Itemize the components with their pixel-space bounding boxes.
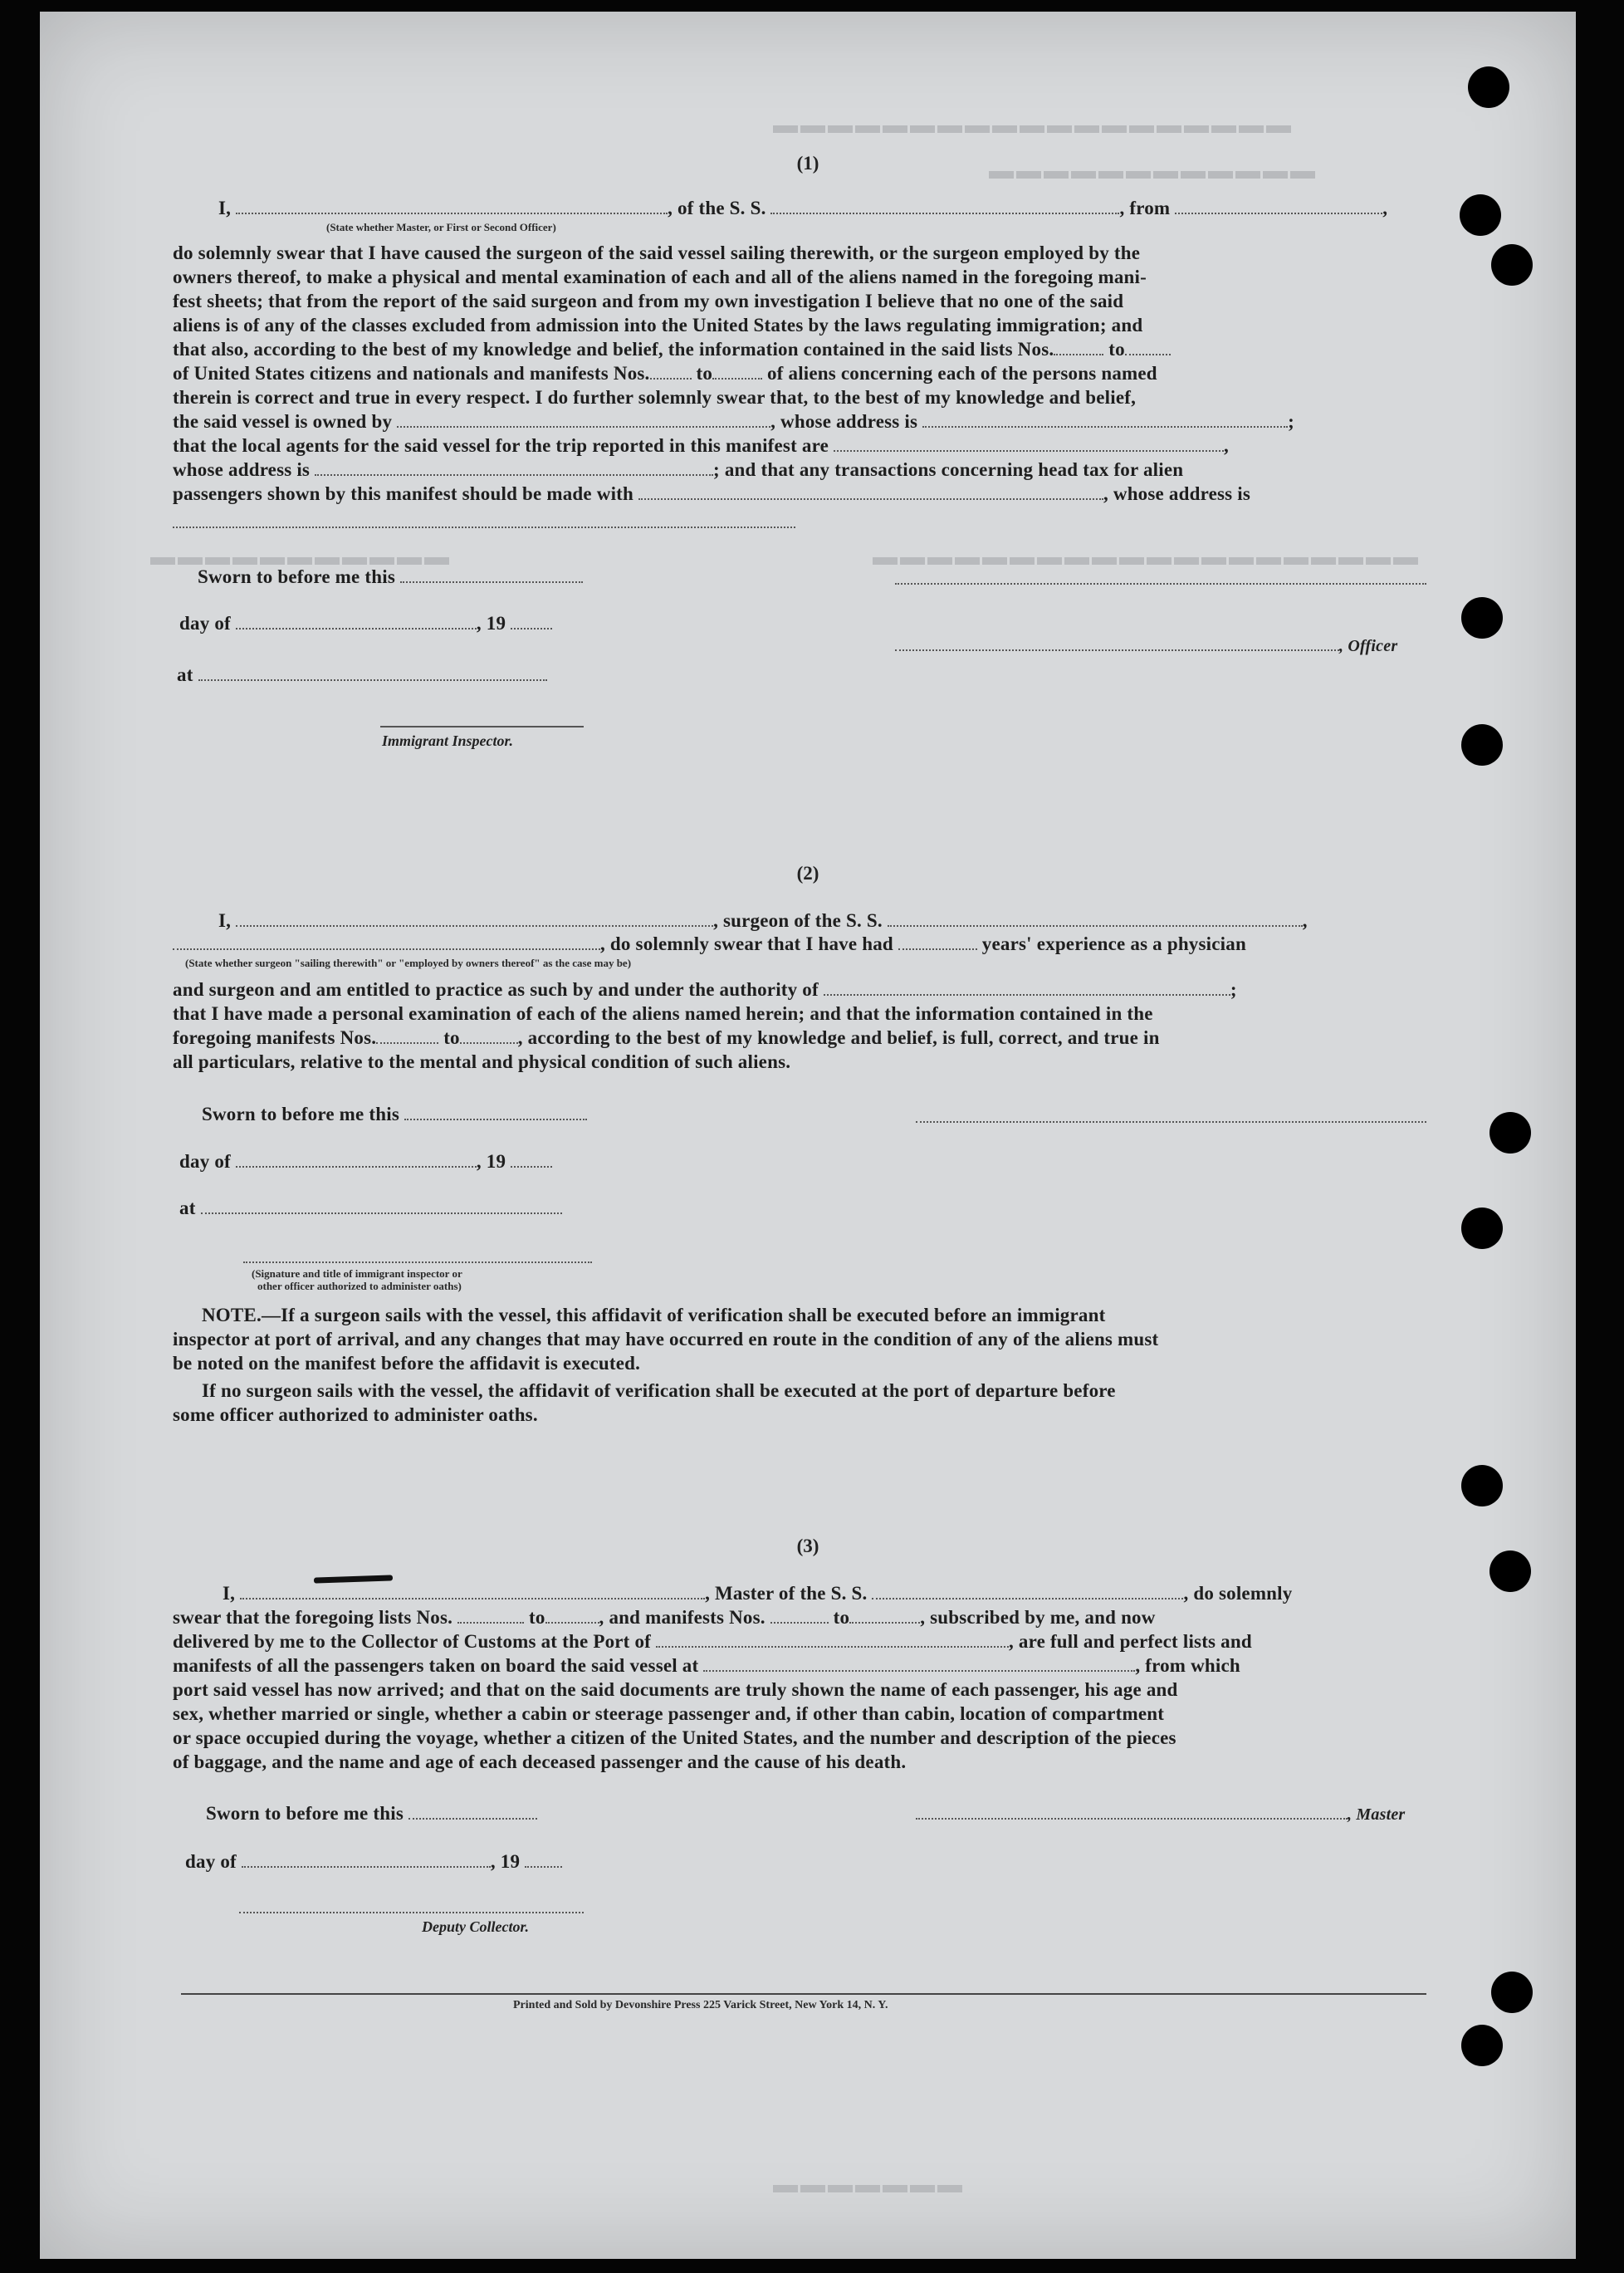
signature-line[interactable] <box>380 726 584 727</box>
text: , Master of the S. S. <box>705 1583 868 1604</box>
blank-field[interactable] <box>511 1151 552 1168</box>
blank-field[interactable] <box>638 483 1103 500</box>
text: Sworn to before me this <box>206 1803 404 1824</box>
blank-field[interactable] <box>173 933 600 950</box>
sec1-para-line: aliens is of any of the classes excluded from admission into the United States by the laws regulating immigration; and <box>173 315 1143 336</box>
text: whose address is <box>173 459 311 480</box>
sec1-dayof <box>179 613 552 634</box>
text: manifests of all the passengers taken on board the said vessel at <box>173 1655 699 1676</box>
blank-field[interactable] <box>236 910 713 927</box>
punch-hole <box>1491 1972 1533 2013</box>
sec1-para-line: fest sheets; that from the report of the said surgeon and from my own investigation I believe that no one of the said <box>173 291 1124 311</box>
section-1-number: (1) <box>796 153 819 174</box>
blank-field[interactable] <box>770 198 1119 214</box>
text: I, <box>218 198 232 218</box>
text: , subscribed by me, and now <box>920 1607 1156 1628</box>
sec2-sig-note: (Signature and title of immigrant inspector or <box>252 1267 462 1280</box>
blank-field[interactable] <box>849 1607 920 1624</box>
blank-field[interactable] <box>1054 339 1103 355</box>
sec2-line2 <box>173 933 1246 955</box>
text: , 19 <box>476 613 506 634</box>
punch-hole <box>1461 724 1503 766</box>
text: —If a surgeon sails with the vessel, this affidavit of verification shall be executed before an immigrant <box>261 1305 1106 1325</box>
sec1-at <box>177 664 547 686</box>
sec2-para-line <box>173 1027 1160 1049</box>
punch-hole <box>1460 194 1501 236</box>
sec2-note-line: some officer authorized to administer oaths. <box>173 1404 538 1425</box>
text: , from which <box>1135 1655 1240 1676</box>
blank-field[interactable] <box>834 435 1224 452</box>
blank-field[interactable] <box>240 1583 705 1599</box>
blank-field[interactable] <box>201 1198 562 1214</box>
blank-field[interactable] <box>922 411 1288 428</box>
text: I, <box>223 1583 236 1604</box>
text: at <box>179 1198 196 1218</box>
text: , do solemnly <box>1183 1583 1293 1604</box>
blank-field[interactable] <box>376 1027 438 1044</box>
text: passengers shown by this manifest should be made with <box>173 483 634 504</box>
sec2-line1: I, , surgeon of the S. S. , <box>218 910 1308 931</box>
blank-field[interactable] <box>888 910 1303 927</box>
note-heading: NOTE. <box>202 1305 262 1325</box>
text: day of <box>179 1151 231 1172</box>
sec1-para-line: therein is correct and true in every respect. I do further solemnly swear that, to the best of my knowledge and belief, <box>173 387 1137 408</box>
sec2-note-line: be noted on the manifest before the affidavit is executed. <box>173 1353 641 1374</box>
blank-field[interactable] <box>397 411 770 428</box>
sec3-para-line: of baggage, and the name and age of each deceased passenger and the cause of his death. <box>173 1751 907 1772</box>
deputy-collector-label: Deputy Collector. <box>422 1918 529 1935</box>
sec2-note-line: inspector at port of arrival, and any changes that may have occurred en route in the condition of any of the aliens must <box>173 1329 1159 1350</box>
sec3-line1 <box>223 1583 1292 1604</box>
text: swear that the foregoing lists Nos. <box>173 1607 453 1628</box>
text: , surgeon of the S. S. <box>713 910 883 931</box>
blank-field[interactable] <box>404 1104 587 1120</box>
sec1-officer-line <box>895 634 1397 656</box>
sec1-sworn <box>198 566 583 588</box>
blank-field[interactable] <box>703 1655 1135 1672</box>
text: I, <box>218 910 232 931</box>
sec3-dayof <box>185 1851 562 1873</box>
text: day of <box>179 613 231 634</box>
printer-imprint: Printed and Sold by Devonshire Press 225 Varick Street, New York 14, N. Y. <box>513 1999 888 2011</box>
officer-label: , Officer <box>1339 637 1398 655</box>
sec1-para-line <box>173 339 1171 360</box>
blank-field[interactable] <box>824 979 1230 996</box>
punch-hole <box>1461 597 1503 639</box>
text: , 19 <box>490 1851 521 1872</box>
sec1-para-line <box>173 459 1183 481</box>
signature-line[interactable] <box>243 1261 592 1263</box>
punch-hole <box>1461 1208 1503 1249</box>
text: , of the S. S. <box>668 198 766 218</box>
sec2-at <box>179 1198 562 1219</box>
sec2-note: (State whether surgeon "sailing therewith" or "employed by owners thereof" as the case may be) <box>185 957 632 969</box>
sec2-note-line: If no surgeon sails with the vessel, the affidavit of verification shall be executed at the port of departure before <box>202 1380 1116 1401</box>
document-page <box>40 12 1576 2259</box>
text: to <box>696 363 713 384</box>
blank-field[interactable] <box>898 933 977 950</box>
blank-field[interactable] <box>650 363 692 380</box>
blank-field[interactable] <box>198 664 547 681</box>
blank-field[interactable] <box>242 1851 491 1868</box>
text: to <box>443 1027 460 1048</box>
sec3-para-line: or space occupied during the voyage, whether a citizen of the United States, and the number and description of the pieces <box>173 1727 1176 1748</box>
blank-field[interactable] <box>712 363 762 380</box>
blank-field[interactable] <box>236 198 668 214</box>
blank-field[interactable] <box>1175 198 1382 214</box>
text: foregoing manifests Nos. <box>173 1027 377 1048</box>
text: , 19 <box>476 1151 506 1172</box>
blank-field[interactable] <box>408 1803 537 1820</box>
blank-field[interactable] <box>236 1151 477 1168</box>
blank-field[interactable] <box>315 459 713 476</box>
section-2-number: (2) <box>796 863 819 884</box>
text: that also, according to the best of my knowledge and belief, the information contained in the said lists Nos. <box>173 339 1054 360</box>
text: the said vessel is owned by <box>173 411 393 432</box>
bleed-through-text: ▬▬▬▬▬▬▬ <box>770 2171 962 2198</box>
text: , and manifests Nos. <box>599 1607 766 1628</box>
sec3-para-line: sex, whether married or single, whether a cabin or steerage passenger and, if other than cabin, location of compartment <box>173 1703 1165 1724</box>
text: Sworn to before me this <box>198 566 395 587</box>
text: , from <box>1119 198 1171 218</box>
blank-field[interactable] <box>656 1631 1009 1648</box>
bleed-through-text: ▬▬▬▬▬▬▬▬▬▬▬▬▬▬▬▬▬▬▬ <box>770 111 1291 139</box>
sec1-para-line: that the local agents for the said vessel for the trip reported in this manifest are , <box>173 435 1229 456</box>
text: , do solemnly swear that I have had <box>600 933 893 954</box>
bleed-through-text: ▬▬▬▬▬▬▬▬▬▬▬ <box>148 543 449 571</box>
bleed-through-text: ▬▬▬▬▬▬▬▬▬▬▬▬ <box>986 157 1315 184</box>
blank-field[interactable] <box>457 1607 524 1624</box>
sec1-para-line: do solemnly swear that I have caused the surgeon of the said vessel sailing therewith, or the surgeon employed by the <box>173 242 1141 263</box>
signature-line[interactable] <box>916 1803 1348 1820</box>
immigrant-inspector-label: Immigrant Inspector. <box>382 732 514 749</box>
sec1-note: (State whether Master, or First or Second Officer) <box>326 221 556 233</box>
punch-hole <box>1461 2025 1503 2066</box>
blank-field[interactable] <box>770 1607 829 1624</box>
sec1-para-line <box>173 363 1157 385</box>
sec3-para-line: port said vessel has now arrived; and that on the said documents are truly shown the name of each passenger, his age and <box>173 1679 1178 1700</box>
text: and surgeon and am entitled to practice as such by and under the authority of <box>173 979 819 1000</box>
sec3-sworn <box>206 1803 537 1825</box>
text: day of <box>185 1851 237 1872</box>
signature-line[interactable] <box>916 1121 1426 1123</box>
sec3-line2 <box>173 1607 1156 1629</box>
text: at <box>177 664 193 685</box>
punch-hole <box>1461 1465 1503 1506</box>
sec2-sworn <box>202 1104 587 1125</box>
sec2-para-line: and surgeon and am entitled to practice as such by and under the authority of ; <box>173 979 1237 1000</box>
signature-line[interactable] <box>895 634 1339 651</box>
signature-line[interactable] <box>895 583 1426 585</box>
sec2-para-line: that I have made a personal examination of each of the aliens named herein; and that the information contained in the <box>173 1003 1153 1024</box>
text: , according to the best of my knowledge and belief, is full, correct, and true in <box>517 1027 1160 1048</box>
master-label: , Master <box>1348 1805 1406 1824</box>
text: Sworn to before me this <box>202 1104 399 1124</box>
punch-hole <box>1491 244 1533 286</box>
sec2-dayof <box>179 1151 552 1173</box>
blank-field[interactable] <box>1125 339 1171 355</box>
section-3-number: (3) <box>796 1536 819 1556</box>
blank-field[interactable] <box>525 1851 562 1868</box>
text: , are full and perfect lists and <box>1009 1631 1252 1652</box>
blank-field[interactable] <box>173 527 795 528</box>
text: to <box>528 1607 545 1628</box>
text: years' experience as a physician <box>981 933 1246 954</box>
sec1-para-line: owners thereof, to make a physical and mental examination of each and all of the aliens named in the foregoing mani- <box>173 267 1147 287</box>
text: of United States citizens and nationals and manifests Nos. <box>173 363 650 384</box>
sec2-note-line <box>202 1305 1105 1326</box>
sec1-line1: I, , of the S. S. , from , <box>218 198 1388 218</box>
text: , whose address is <box>770 411 918 432</box>
sec3-master-line <box>916 1803 1405 1825</box>
sec1-para-line <box>173 483 1250 505</box>
blank-field[interactable] <box>400 566 583 583</box>
bleed-through-text: ▬▬▬▬▬▬▬▬▬▬▬▬▬▬▬▬▬▬▬▬ <box>870 543 1418 571</box>
text: to <box>833 1607 850 1628</box>
sec2-para-line: all particulars, relative to the mental and physical condition of such aliens. <box>173 1051 791 1072</box>
sec3-line3 <box>173 1631 1252 1653</box>
blank-field[interactable] <box>460 1027 518 1044</box>
blank-field[interactable] <box>872 1583 1183 1599</box>
text: that the local agents for the said vessel for the trip reported in this manifest are <box>173 435 829 456</box>
sec3-line4 <box>173 1655 1240 1677</box>
text: delivered by me to the Collector of Customs at the Port of <box>173 1631 652 1652</box>
punch-hole <box>1468 66 1509 108</box>
footer-rule <box>181 1993 1426 1995</box>
text: , whose address is <box>1103 483 1250 504</box>
text: of aliens concerning each of the persons named <box>766 363 1157 384</box>
blank-field[interactable] <box>236 613 477 629</box>
sec2-sig-note: other officer authorized to administer oaths) <box>257 1280 462 1292</box>
signature-line[interactable] <box>239 1912 584 1913</box>
text: ; and that any transactions concerning head tax for alien <box>713 459 1184 480</box>
blank-field[interactable] <box>511 613 552 629</box>
sec1-para-line: the said vessel is owned by , whose address is ; <box>173 411 1294 432</box>
punch-hole <box>1489 1112 1531 1154</box>
blank-field[interactable] <box>545 1607 599 1624</box>
text: to <box>1108 339 1125 360</box>
